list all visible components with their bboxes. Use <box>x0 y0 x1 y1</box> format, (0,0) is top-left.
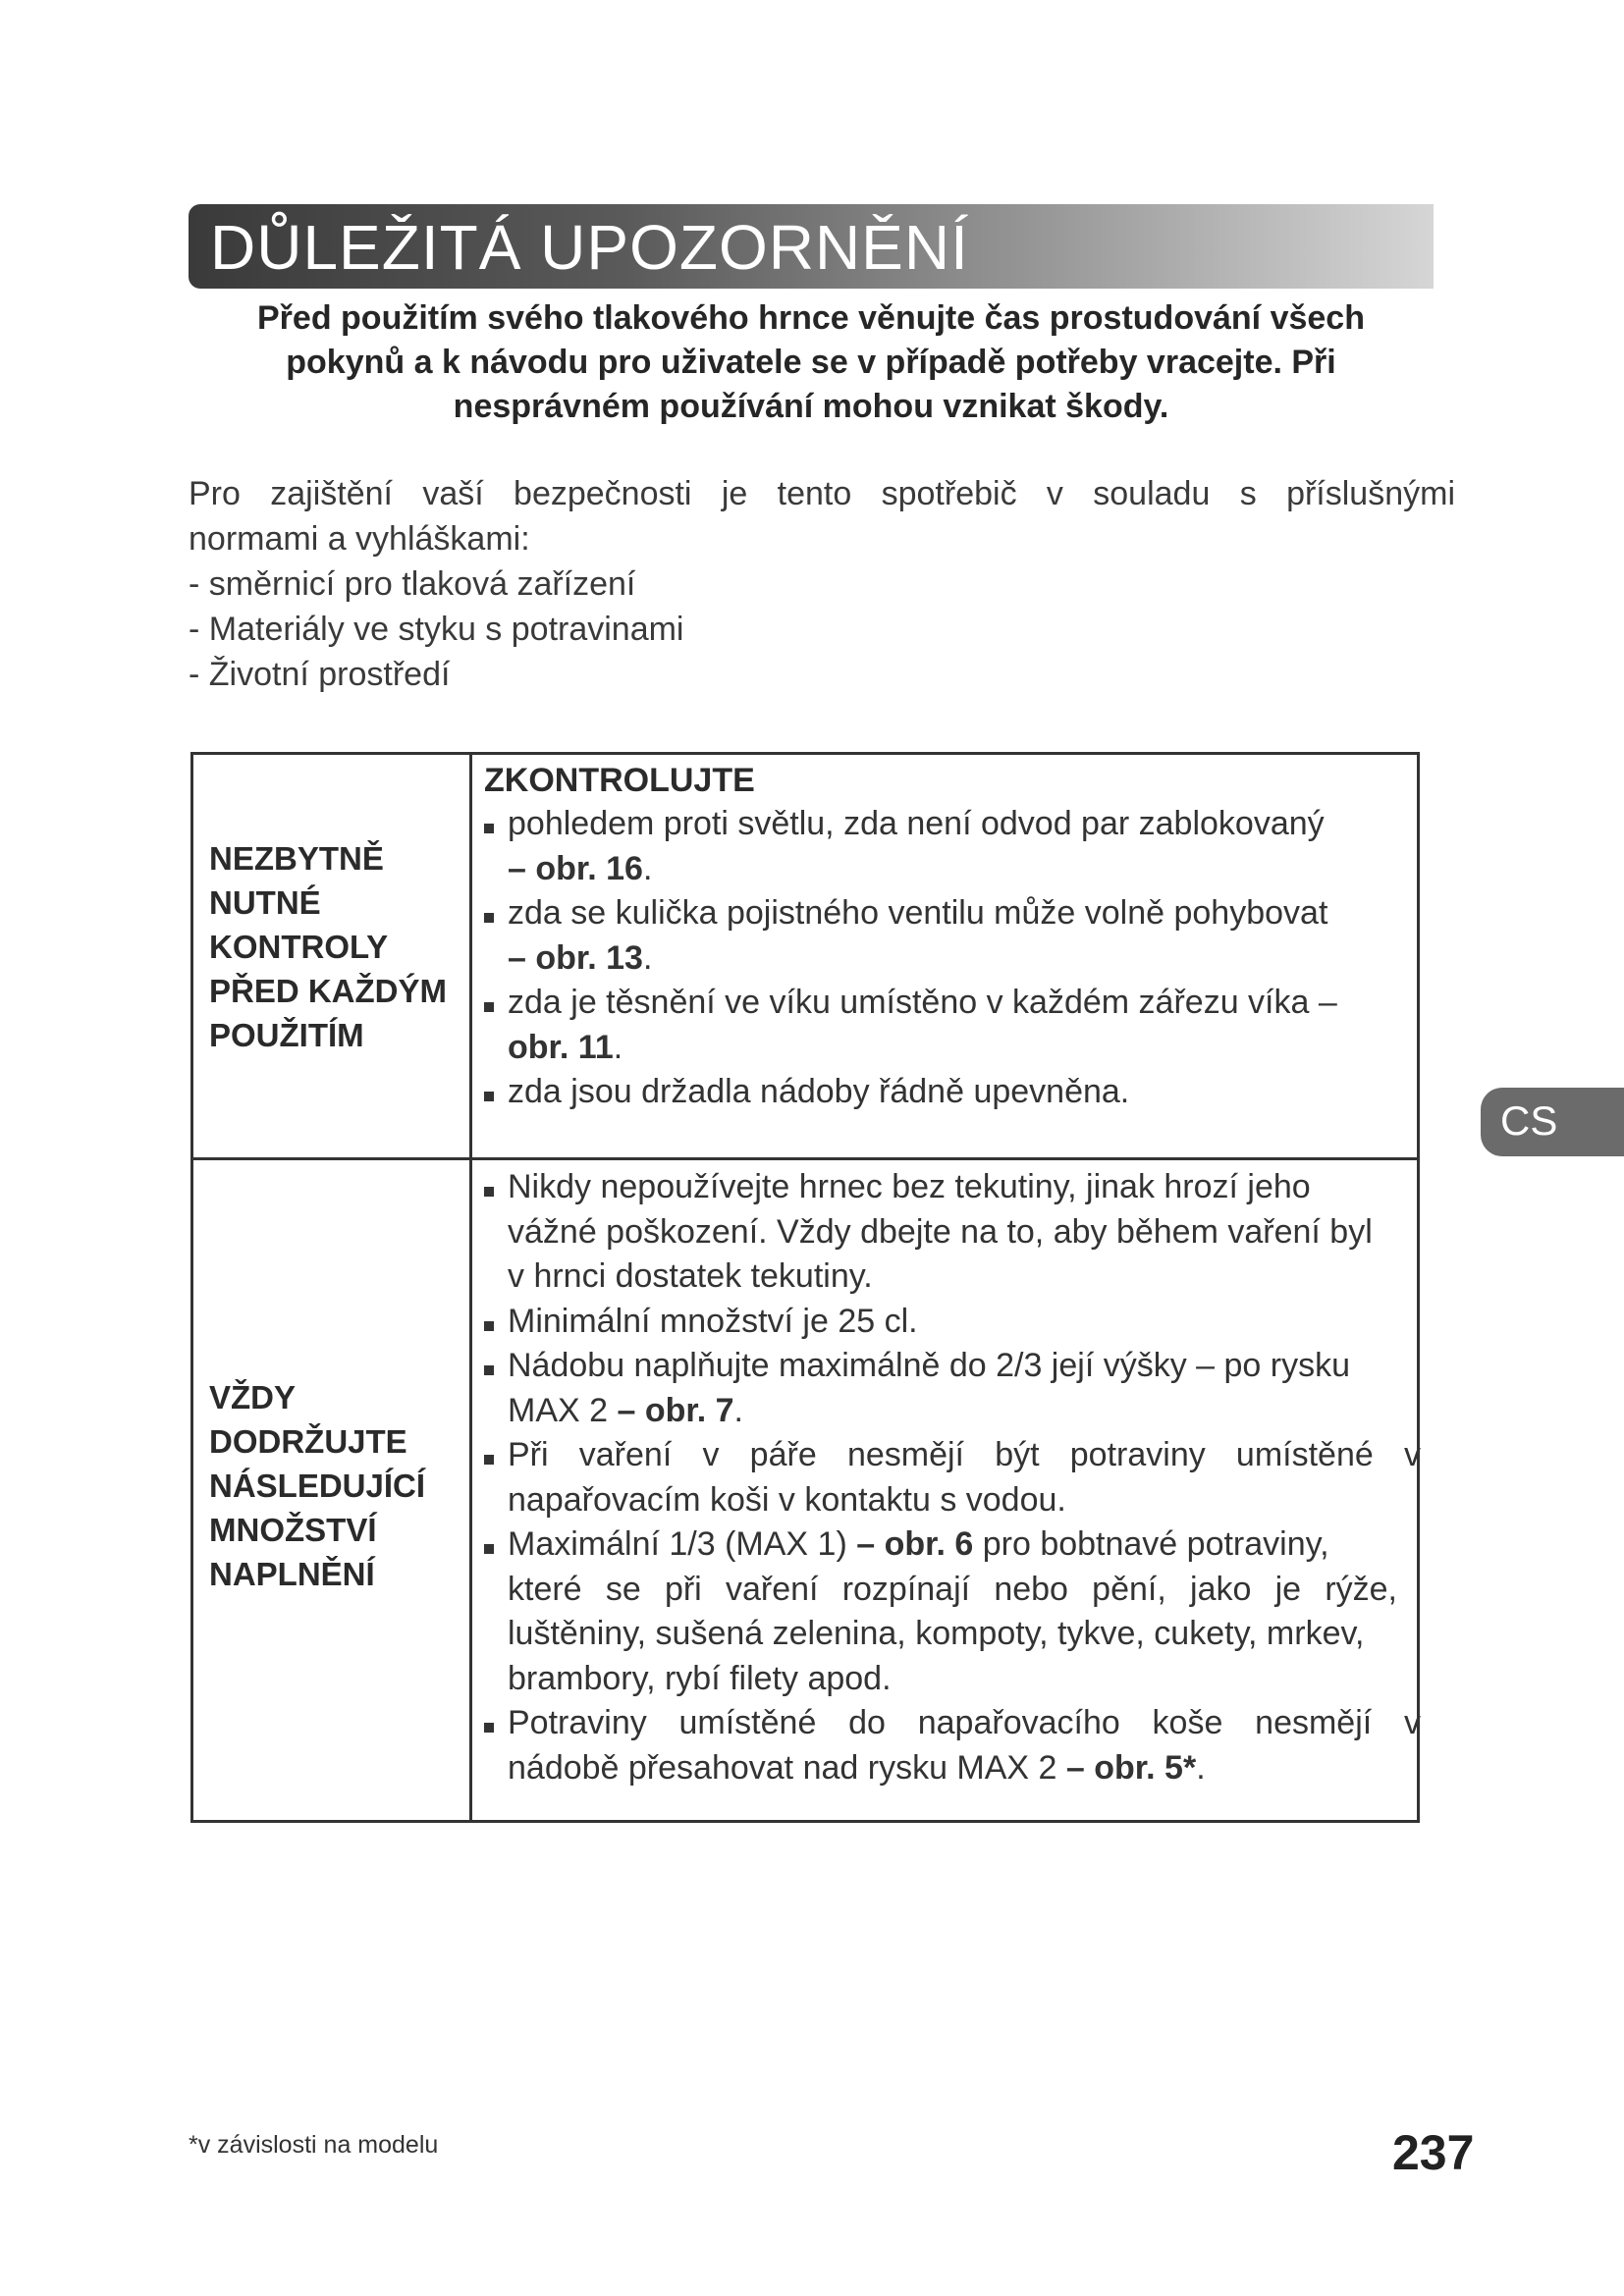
compliance-line: Pro zajištění vaší bezpečnosti je tento spotřebič v souladu s příslušnými <box>189 475 1455 512</box>
bullet-icon <box>484 1187 494 1197</box>
fill-rules-list <box>482 1165 1421 1790</box>
bullet-icon <box>484 1455 494 1465</box>
bullet-icon <box>484 824 494 833</box>
row-label: NEZBYTNĚ NUTNÉ KONTROLY PŘED KAŽDÝM POUŽITÍM <box>209 840 448 1053</box>
list-item: zda jsou držadla nádoby řádně upevněna. <box>482 1070 1417 1115</box>
bullet-icon <box>484 913 494 923</box>
list-item: Při vaření v páře nesmějí být potraviny umístěné v napařovacím koši v kontaktu s vodou. <box>482 1433 1417 1522</box>
row-content-cell <box>472 1160 1421 1820</box>
bullet-icon <box>484 1723 494 1733</box>
intro-line: nesprávném používání mohou vznikat škody. <box>453 388 1169 425</box>
list-item: zda se kulička pojistného ventilu může volně pohybovat – obr. 13. <box>482 891 1417 981</box>
compliance-paragraph <box>189 471 1455 697</box>
bullet-icon <box>484 1544 494 1554</box>
bullet-icon <box>484 1365 494 1375</box>
list-item: Nikdy nepoužívejte hrnec bez tekutiny, jinak hrozí jeho vážné poškození. Vždy dbejte na to, aby během vaření byl v hrnci dostatek tekutiny. <box>482 1165 1417 1300</box>
compliance-item: - Životní prostředí <box>189 656 451 693</box>
compliance-line: normami a vyhláškami: <box>189 520 530 558</box>
intro-line: pokynů a k návodu pro uživatele se v případě potřeby vracejte. Při <box>286 344 1336 381</box>
intro-line: Před použitím svého tlakového hrnce věnujte čas prostudování všech <box>257 299 1365 337</box>
checks-list <box>482 802 1417 1115</box>
compliance-item: - směrnicí pro tlaková zařízení <box>189 565 636 603</box>
row-label: VŽDY DODRŽUJTE NÁSLEDUJÍCÍ MNOŽSTVÍ NAPLNĚNÍ <box>209 1379 426 1592</box>
language-tab-label: CS <box>1500 1097 1558 1144</box>
list-item: zda je těsnění ve víku umístěno v každém zářezu víka – obr. 11. <box>482 981 1417 1070</box>
checks-heading: ZKONTROLUJTE <box>484 762 755 799</box>
intro-warning <box>189 296 1434 429</box>
checks-table-row <box>190 752 1420 1160</box>
page-number: 237 <box>1392 2125 1475 2180</box>
bullet-icon <box>484 1321 494 1331</box>
list-item: Potraviny umístěné do napařovacího koše nesmějí v nádobě přesahovat nad rysku MAX 2 – obr. 5*. <box>482 1701 1417 1790</box>
compliance-item: - Materiály ve styku s potravinami <box>189 611 684 648</box>
list-item: Maximální 1/3 (MAX 1) – obr. 6 pro bobtnavé potraviny, které se při vaření rozpínají nebo pění, jako je rýže, luštěniny, sušená zelenina, kompoty, tykve, cukety, mrkev, brambory, rybí filety apod. <box>482 1522 1417 1701</box>
row-content-cell <box>472 755 1417 1157</box>
bullet-icon <box>484 1092 494 1101</box>
footnote: *v závislosti na modelu <box>189 2131 439 2159</box>
list-item: Minimální množství je 25 cl. <box>482 1300 1417 1345</box>
list-item: pohledem proti světlu, zda není odvod par zablokovaný – obr. 16. <box>482 802 1417 891</box>
list-item: Nádobu naplňujte maximálně do 2/3 její výšky – po rysku MAX 2 – obr. 7. <box>482 1344 1417 1433</box>
page-title: DŮLEŽITÁ UPOZORNĚNÍ <box>210 212 969 283</box>
row-label-cell <box>193 755 472 1157</box>
row-label-cell <box>193 1160 472 1820</box>
bullet-icon <box>484 1002 494 1012</box>
checks-table-row <box>190 1160 1420 1823</box>
